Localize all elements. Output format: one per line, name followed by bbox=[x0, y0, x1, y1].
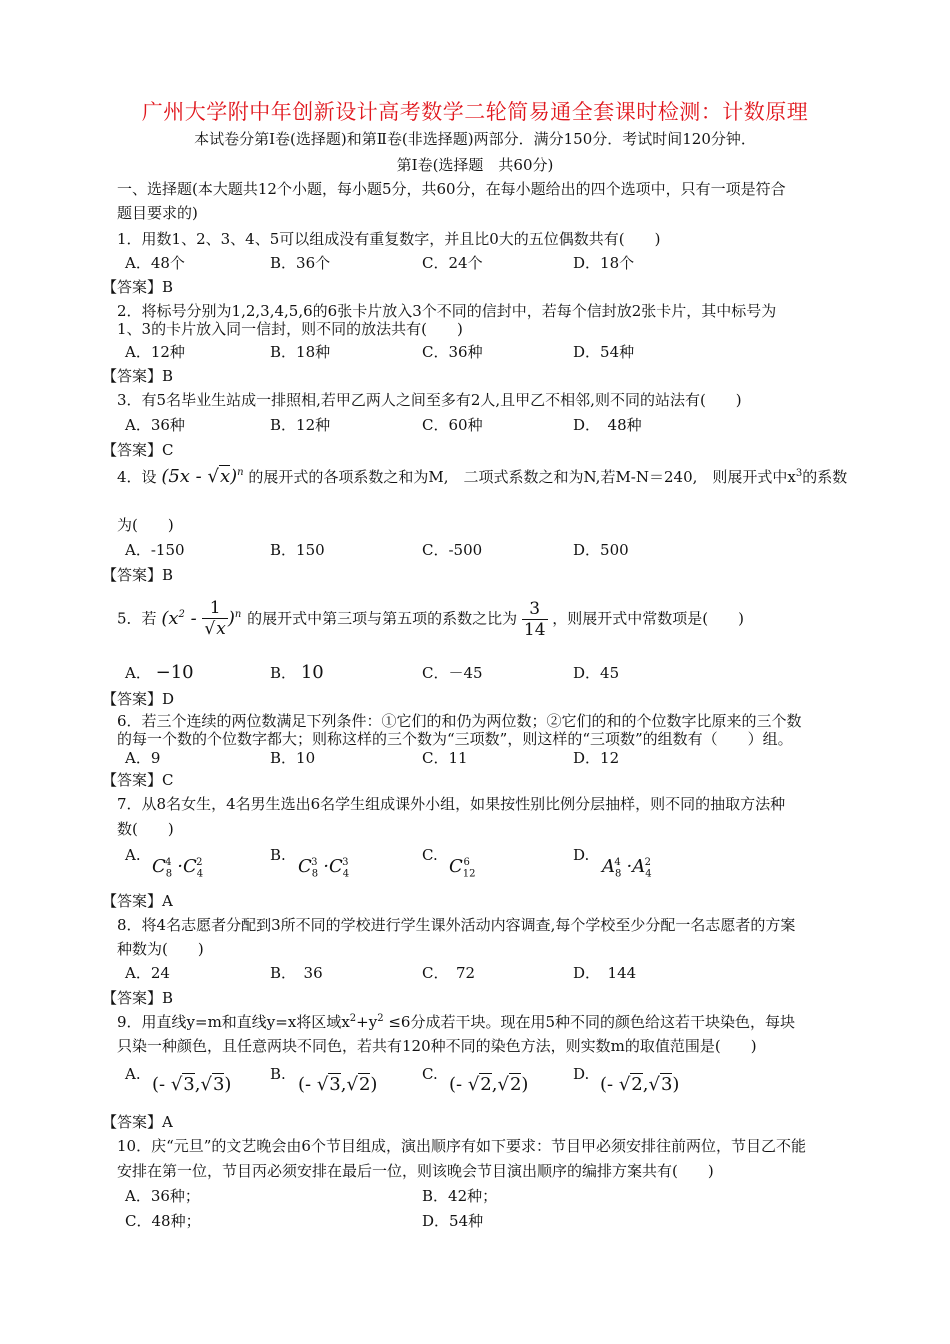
q7-option-d-formula: $A_8^4 \cdot A_4^2$ bbox=[602, 856, 652, 880]
q9-option-c-interval: (- √2,√2) bbox=[449, 1074, 529, 1095]
q1-option-b: B．36个 bbox=[270, 254, 331, 272]
page-title: 广州大学附中年创新设计高考数学二轮简易通全套课时检测：计数原理 bbox=[141, 100, 809, 124]
q2-option-d: D．54种 bbox=[573, 343, 635, 361]
q10-option-b: B．42种； bbox=[422, 1187, 498, 1205]
q6-option-d: D．12 bbox=[573, 749, 620, 767]
q4-stem: 4．设 (5x - √x)$^n$ 的展开式的各项系数之和为M, 二项式系数之和为N,若M-N＝240, 则展开式中$x^3$的系数 bbox=[117, 466, 848, 487]
q9-option-a: A. bbox=[125, 1065, 141, 1083]
q4-option-b: B．150 bbox=[270, 541, 325, 559]
q1-option-a: A．48个 bbox=[125, 254, 185, 272]
q8-option-d: D． 144 bbox=[573, 964, 637, 982]
q2-option-c: C．36种 bbox=[422, 343, 483, 361]
q9-option-b: B. bbox=[270, 1065, 286, 1083]
q9-option-c: C. bbox=[422, 1065, 438, 1083]
q3-option-d: D． 48种 bbox=[573, 416, 642, 434]
q4-option-c: C．-500 bbox=[422, 541, 483, 559]
q5-stem: 5．若 ($x^2$ - $\frac{1}{√x}$ )$^n$ 的展开式中第三项与第五项的系数之比为 $\frac{3}{14}$ ，则展开式中常数项是( ) bbox=[117, 598, 745, 640]
q6-answer: 【答案】C bbox=[102, 771, 174, 789]
q4-option-d: D．500 bbox=[573, 541, 629, 559]
q4-option-a: A．-150 bbox=[125, 541, 185, 559]
q3-option-b: B．12种 bbox=[270, 416, 331, 434]
q8-option-a: A．24 bbox=[125, 964, 170, 982]
q1-option-d: D．18个 bbox=[573, 254, 635, 272]
part1-title: 第Ⅰ卷(选择题 共60分) bbox=[396, 156, 554, 174]
q9-answer: 【答案】A bbox=[102, 1113, 173, 1131]
q3-option-a: A．36种 bbox=[125, 416, 185, 434]
q7-stem: 7．从8名女生，4名男生选出6名学生组成课外小组，如果按性别比例分层抽样，则不同的抽取方法种 bbox=[117, 795, 786, 813]
q9-stem: 9．用直线y=m和直线y=x将区域$x^2+y^2 \le 6$分成若干块。现在用5种不同的颜色给这若干块染色，每块 bbox=[117, 1013, 796, 1031]
q7-answer: 【答案】A bbox=[102, 892, 173, 910]
q1-stem: 1．用数1、2、3、4、5可以组成没有重复数字，并且比0大的五位偶数共有( ) bbox=[117, 230, 661, 248]
q6-option-c: C．11 bbox=[422, 749, 468, 767]
q8-option-c: C． 72 bbox=[422, 964, 476, 982]
q5-answer: 【答案】D bbox=[102, 690, 175, 708]
q3-stem: 3．有5名毕业生站成一排照相,若甲乙两人之间至多有2人,且甲乙不相邻,则不同的站法有( ) bbox=[117, 391, 742, 409]
q10-option-c: C．48种； bbox=[125, 1212, 201, 1230]
q4-expression: (5x - √x)$^n$ bbox=[161, 466, 244, 487]
q5-option-d: D．45 bbox=[573, 664, 620, 682]
q4-answer: 【答案】B bbox=[102, 566, 174, 584]
q10-stem-cont: 安排在第一位，节目丙必须安排在最后一位，则该晚会节目演出顺序的编排方案共有( ) bbox=[117, 1162, 714, 1180]
q9-option-d-interval: (- √2,√3) bbox=[600, 1074, 680, 1095]
q8-answer: 【答案】B bbox=[102, 989, 174, 1007]
q7-option-b: B. bbox=[270, 846, 286, 864]
q10-option-d: D．54种 bbox=[422, 1212, 484, 1230]
q7-option-a: A. bbox=[125, 846, 141, 864]
q5-option-c: C．－45 bbox=[422, 664, 483, 682]
q6-option-b: B．10 bbox=[270, 749, 316, 767]
q1-option-c: C．24个 bbox=[422, 254, 483, 272]
intro-text: 本试卷分第Ⅰ卷(选择题)和第Ⅱ卷(非选择题)两部分．满分150分．考试时间120分钟． bbox=[194, 130, 756, 148]
q3-answer: 【答案】C bbox=[102, 441, 174, 459]
q9-stem-cont: 只染一种颜色，且任意两块不同色，若共有120种不同的染色方法，则实数m的取值范围是( ) bbox=[117, 1037, 757, 1055]
q7-option-c-formula: $C_{12}^6$ bbox=[449, 856, 476, 880]
q3-option-c: C．60种 bbox=[422, 416, 483, 434]
q6-option-a: A．9 bbox=[125, 749, 161, 767]
q7-option-a-formula: $C_8^4 \cdot C_4^2$ bbox=[152, 856, 204, 880]
q4-stem-cont: 为( ) bbox=[117, 516, 174, 534]
q9-option-d: D. bbox=[573, 1065, 590, 1083]
q9-option-b-interval: (- √3,√2) bbox=[298, 1074, 378, 1095]
q5-ratio-fraction: $\frac{3}{14}$ bbox=[523, 599, 546, 640]
q2-stem-cont: 1、3的卡片放入同一信封，则不同的放法共有( ) bbox=[117, 320, 463, 338]
q2-answer: 【答案】B bbox=[102, 367, 174, 385]
q8-option-b: B． 36 bbox=[270, 964, 323, 982]
q1-answer: 【答案】B bbox=[102, 278, 174, 296]
q10-stem: 10．庆“元旦”的文艺晚会由6个节目组成，演出顺序有如下要求：节目甲必须安排往前两位，节目乙不能 bbox=[117, 1137, 806, 1155]
q9-option-a-interval: (- √3,√3) bbox=[152, 1074, 232, 1095]
q7-stem-cont: 数( ) bbox=[117, 820, 174, 838]
q6-stem: 6．若三个连续的两位数满足下列条件：①它们的和仍为两位数；②它们的和的个位数字比原来的三个数 bbox=[117, 712, 802, 730]
q8-stem-cont: 种数为( ) bbox=[117, 940, 204, 958]
q2-option-a: A．12种 bbox=[125, 343, 185, 361]
q2-option-b: B．18种 bbox=[270, 343, 331, 361]
q5-expression: ($x^2$ - $\frac{1}{√x}$ )$^n$ bbox=[161, 598, 242, 639]
q6-stem-cont: 的每一个数的个位数字都大；则称这样的三个数为“三项数”，则这样的“三项数”的组数有（ ）组。 bbox=[117, 730, 793, 748]
q8-stem: 8．将4名志愿者分配到3所不同的学校进行学生课外活动内容调查,每个学校至少分配一名志愿者的方案 bbox=[117, 916, 796, 934]
q10-option-a: A．36种； bbox=[125, 1187, 200, 1205]
q5-option-b: B． 10 bbox=[270, 662, 324, 683]
q2-stem: 2．将标号分别为1,2,3,4,5,6的6张卡片放入3个不同的信封中，若每个信封放2张卡片，其中标号为 bbox=[117, 302, 777, 320]
section1-heading-cont: 题目要求的) bbox=[117, 204, 198, 222]
section1-heading: 一、选择题(本大题共12个小题，每小题5分，共60分，在每小题给出的四个选项中，只有一项是符合 bbox=[117, 180, 786, 198]
q5-option-a: A． −10 bbox=[125, 662, 194, 683]
q7-option-b-formula: $C_8^3 \cdot C_4^3$ bbox=[298, 856, 350, 880]
q7-option-d: D. bbox=[573, 846, 590, 864]
q7-option-c: C. bbox=[422, 846, 438, 864]
